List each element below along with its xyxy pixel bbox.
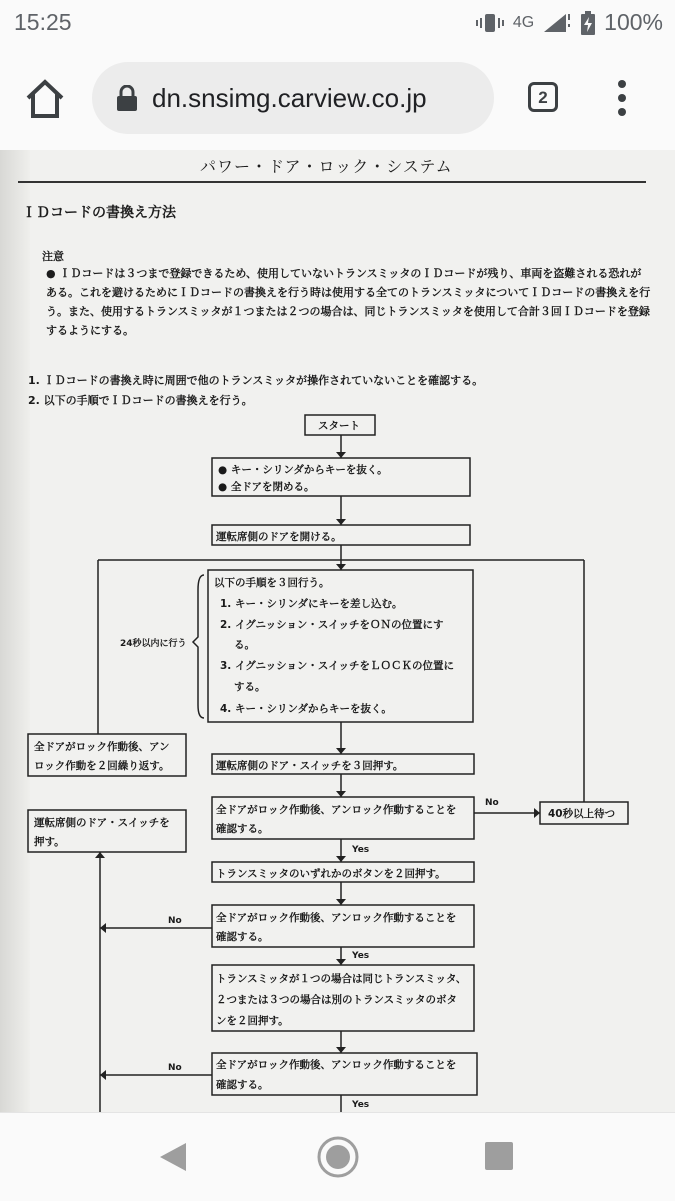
section-heading: ＩＤコードの書換え方法	[22, 205, 176, 221]
signal-icon	[542, 12, 572, 34]
flow-box5-line3: ンを２回押す。	[216, 1015, 289, 1027]
flow-yes-label-3: Yes	[352, 1100, 370, 1110]
status-time: 15:25	[14, 9, 72, 35]
flow-loop-step-2-cont: る。	[234, 639, 255, 651]
tab-switcher-button[interactable]: 2	[528, 82, 558, 112]
flow-no-label-1: No	[485, 798, 499, 808]
battery-charging-icon	[580, 11, 596, 35]
flow-loop-step-1: 1. キー・シリンダにキーを差し込む。	[220, 598, 403, 610]
flow-check-3-line1: 全ドアがロック作動後、アンロック作動することを	[216, 1059, 457, 1071]
status-bar	[0, 0, 675, 48]
flow-box5-line2: ２つまたは３つの場合は別のトランスミッタのボタ	[216, 994, 457, 1006]
flow-left1-line2: ロック作動を２回繰り返す。	[34, 760, 170, 772]
flow-box5-line1: トランスミッタが１つの場合は同じトランスミッタ、	[216, 973, 467, 985]
flow-close-doors: ● 全ドアを閉める。	[218, 481, 315, 493]
flow-left2-line1: 運転席側のドア・スイッチを	[34, 817, 170, 829]
flow-wait-40s: 40秒以上待つ	[548, 808, 616, 820]
flow-check-2-line1: 全ドアがロック作動後、アンロック作動することを	[216, 912, 457, 924]
flow-no-label-3: No	[168, 1063, 182, 1073]
flow-loop-step-3-cont: する。	[234, 681, 266, 693]
network-type: 4G	[512, 13, 535, 31]
flow-yes-label-1: Yes	[352, 845, 370, 855]
flow-start-label: スタート	[318, 420, 360, 432]
back-icon[interactable]	[158, 1141, 188, 1173]
flow-check-1-line2: 確認する。	[216, 823, 269, 835]
battery-percent: 100%	[604, 9, 663, 35]
flowchart	[0, 150, 675, 1112]
home-icon[interactable]	[22, 76, 68, 122]
step-1-text: 1. ＩＤコードの書換え時に周囲で他のトランスミッタが操作されていないことを確認する。	[28, 374, 484, 387]
flow-check-1-line1: 全ドアがロック作動後、アンロック作動することを	[216, 804, 457, 816]
home-nav-icon[interactable]	[316, 1135, 360, 1179]
flow-remove-key: ● キー・シリンダからキーを抜く。	[218, 464, 388, 476]
flow-loop-step-2: 2. イグニッション・スイッチをＯＮの位置にす	[220, 619, 444, 631]
step-2-text: 2. 以下の手順でＩＤコードの書換えを行う。	[28, 394, 253, 407]
flow-loop-title: 以下の手順を３回行う。	[214, 577, 330, 589]
flow-check-2-line2: 確認する。	[216, 931, 269, 943]
lock-icon	[116, 85, 138, 111]
address-bar[interactable]	[92, 62, 494, 134]
note-label: 注意	[42, 250, 64, 263]
flow-no-label-2: No	[168, 916, 182, 926]
flow-check-3-line2: 確認する。	[216, 1079, 269, 1091]
flow-press-door-switch: 運転席側のドア・スイッチを３回押す。	[216, 760, 404, 772]
status-icons	[475, 9, 663, 36]
vibrate-icon	[475, 12, 505, 34]
page-content[interactable]	[0, 150, 675, 1112]
flow-left2-line2: 押す。	[34, 836, 65, 848]
document-title: パワー・ドア・ロック・システム	[200, 157, 453, 176]
flow-loop-step-3: 3. イグニッション・スイッチをＬＯＣＫの位置に	[220, 660, 454, 672]
url-text[interactable]: dn.snsimg.carview.co.jp	[152, 82, 427, 113]
flow-time-limit-label: 24秒以内に行う	[120, 639, 187, 649]
flow-loop-step-4: 4. キー・シリンダからキーを抜く。	[220, 703, 392, 715]
note-text: ● ＩＤコードは３つまで登録できるため、使用していないトランスミッタのＩＤコードが残り、車両を盗難される恐れがある。これを避けるためにＩＤコードの書換えを行う時は使用する全てのトランスミッタについてＩＤコードの書換えを行う。また、使用するトランスミッタが１つまたは２つの場合は、同じトランスミッタを使用して合計３回ＩＤコードを登録するようにする。	[46, 267, 651, 337]
flow-press-transmitter: トランスミッタのいずれかのボタンを２回押す。	[216, 868, 446, 880]
flow-left1-line1: 全ドアがロック作動後、アン	[34, 741, 170, 753]
browser-toolbar	[0, 48, 675, 150]
scanned-document	[0, 150, 675, 1112]
flow-open-driver-door: 運転席側のドアを開ける。	[216, 531, 342, 543]
system-navigation-bar	[0, 1112, 675, 1201]
flow-yes-label-2: Yes	[352, 951, 370, 961]
recents-icon[interactable]	[484, 1141, 514, 1171]
more-options-icon[interactable]	[612, 78, 632, 118]
